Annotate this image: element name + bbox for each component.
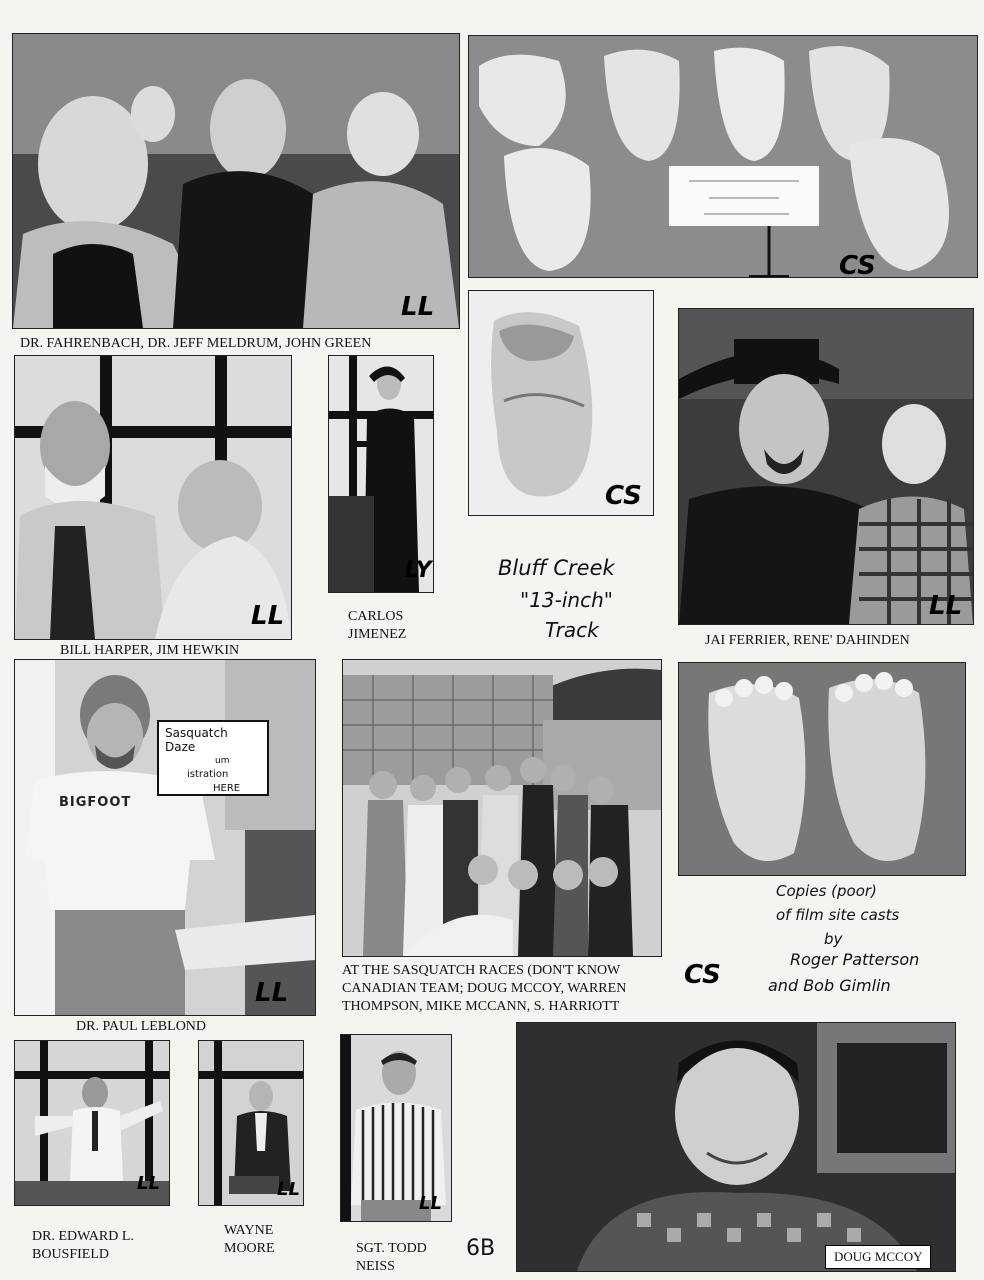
caption-bousfield-2: BOUSFIELD	[32, 1247, 110, 1262]
caption-moore-2: MOORE	[224, 1241, 275, 1256]
photo-carlos-jimenez	[328, 355, 434, 593]
handwritten-bluff-creek-1: Bluff Creek	[498, 556, 615, 580]
photo-leblond-graphic	[15, 660, 315, 1015]
handwritten-copies-4: Roger Patterson	[790, 950, 920, 969]
handwritten-copies-2: of film site casts	[776, 906, 900, 924]
photo-two-casts	[678, 662, 966, 876]
handwritten-bluff-creek-2: "13-inch"	[520, 588, 613, 612]
photo-fahrenbach-meldrum-green	[12, 33, 460, 329]
caption-neiss-2: NEISS	[356, 1259, 395, 1274]
photo-foot-casts-table	[468, 35, 978, 278]
caption-fahrenbach: DR. FAHRENBACH, DR. JEFF MELDRUM, JOHN GREEN	[20, 336, 372, 351]
photographer-initials: CS	[605, 481, 642, 511]
caption-bousfield-1: DR. EDWARD L.	[32, 1229, 134, 1244]
photo-mccoy-graphic	[517, 1023, 955, 1271]
page-number: 6B	[466, 1236, 496, 1261]
photo-edward-bousfield	[14, 1040, 170, 1206]
photo-todd-neiss	[340, 1034, 452, 1222]
caption-races-2: CANADIAN TEAM; DOUG MCCOY, WARREN	[342, 981, 627, 996]
two-casts-graphic	[679, 663, 965, 875]
photographer-initials: LL	[137, 1173, 160, 1194]
caption-carlos-1: CARLOS	[348, 609, 404, 624]
photographer-initials: LL	[277, 1179, 300, 1200]
caption-moore-1: WAYNE	[224, 1223, 274, 1238]
caption-harper-hewkin: BILL HARPER, JIM HEWKIN	[60, 643, 240, 658]
caption-carlos-2: JIMENEZ	[348, 627, 407, 642]
photo-races-graphic	[343, 660, 661, 956]
photo-ferrier-graphic	[679, 309, 973, 624]
photographer-initials: LL	[401, 292, 435, 322]
photo-doug-mccoy	[516, 1022, 956, 1272]
sasquatch-daze-sign	[157, 720, 269, 796]
caption-paul-leblond: DR. PAUL LEBLOND	[76, 1019, 207, 1034]
photographer-initials: LL	[255, 978, 289, 1008]
photographer-initials: LL	[419, 1193, 442, 1214]
photographer-initials: LL	[251, 601, 285, 631]
photo-fahrenbach-graphic	[13, 34, 459, 328]
caption-doug-mccoy: DOUG MCCOY	[825, 1245, 931, 1269]
sign-line-2: um	[215, 756, 230, 766]
photo-ferrier-dahinden	[678, 308, 974, 625]
photo-paul-leblond	[14, 659, 316, 1016]
shirt-text: BIGFOOT	[59, 795, 132, 810]
caption-races-1: AT THE SASQUATCH RACES (DON'T KNOW	[342, 963, 621, 978]
sign-line-4: HERE	[213, 783, 241, 794]
photographer-initials: LL	[929, 591, 963, 621]
handwritten-copies-1: Copies (poor)	[776, 882, 877, 900]
handwritten-copies-3: by	[824, 930, 843, 948]
photographer-initials: LY	[405, 558, 432, 583]
foot-casts-graphic	[469, 36, 977, 277]
photo-sasquatch-races	[342, 659, 662, 957]
photo-harper-graphic	[15, 356, 291, 639]
handwritten-bluff-creek-3: Track	[545, 618, 599, 642]
handwritten-copies-5: and Bob Gimlin	[768, 976, 891, 995]
photographer-initials: CS	[684, 960, 721, 990]
photo-single-cast	[468, 290, 654, 516]
caption-ferrier-dahinden: JAI FERRIER, RENE' DAHINDEN	[705, 633, 910, 648]
caption-neiss-1: SGT. TODD	[356, 1241, 427, 1256]
photo-harper-hewkin	[14, 355, 292, 640]
caption-races-3: THOMPSON, MIKE MCCANN, S. HARRIOTT	[342, 999, 620, 1014]
photo-carlos-graphic	[329, 356, 433, 592]
photo-wayne-moore	[198, 1040, 304, 1206]
sign-line-1: Sasquatch Daze	[165, 726, 228, 754]
sign-line-3: istration	[187, 769, 229, 780]
photographer-initials: CS	[839, 251, 876, 278]
